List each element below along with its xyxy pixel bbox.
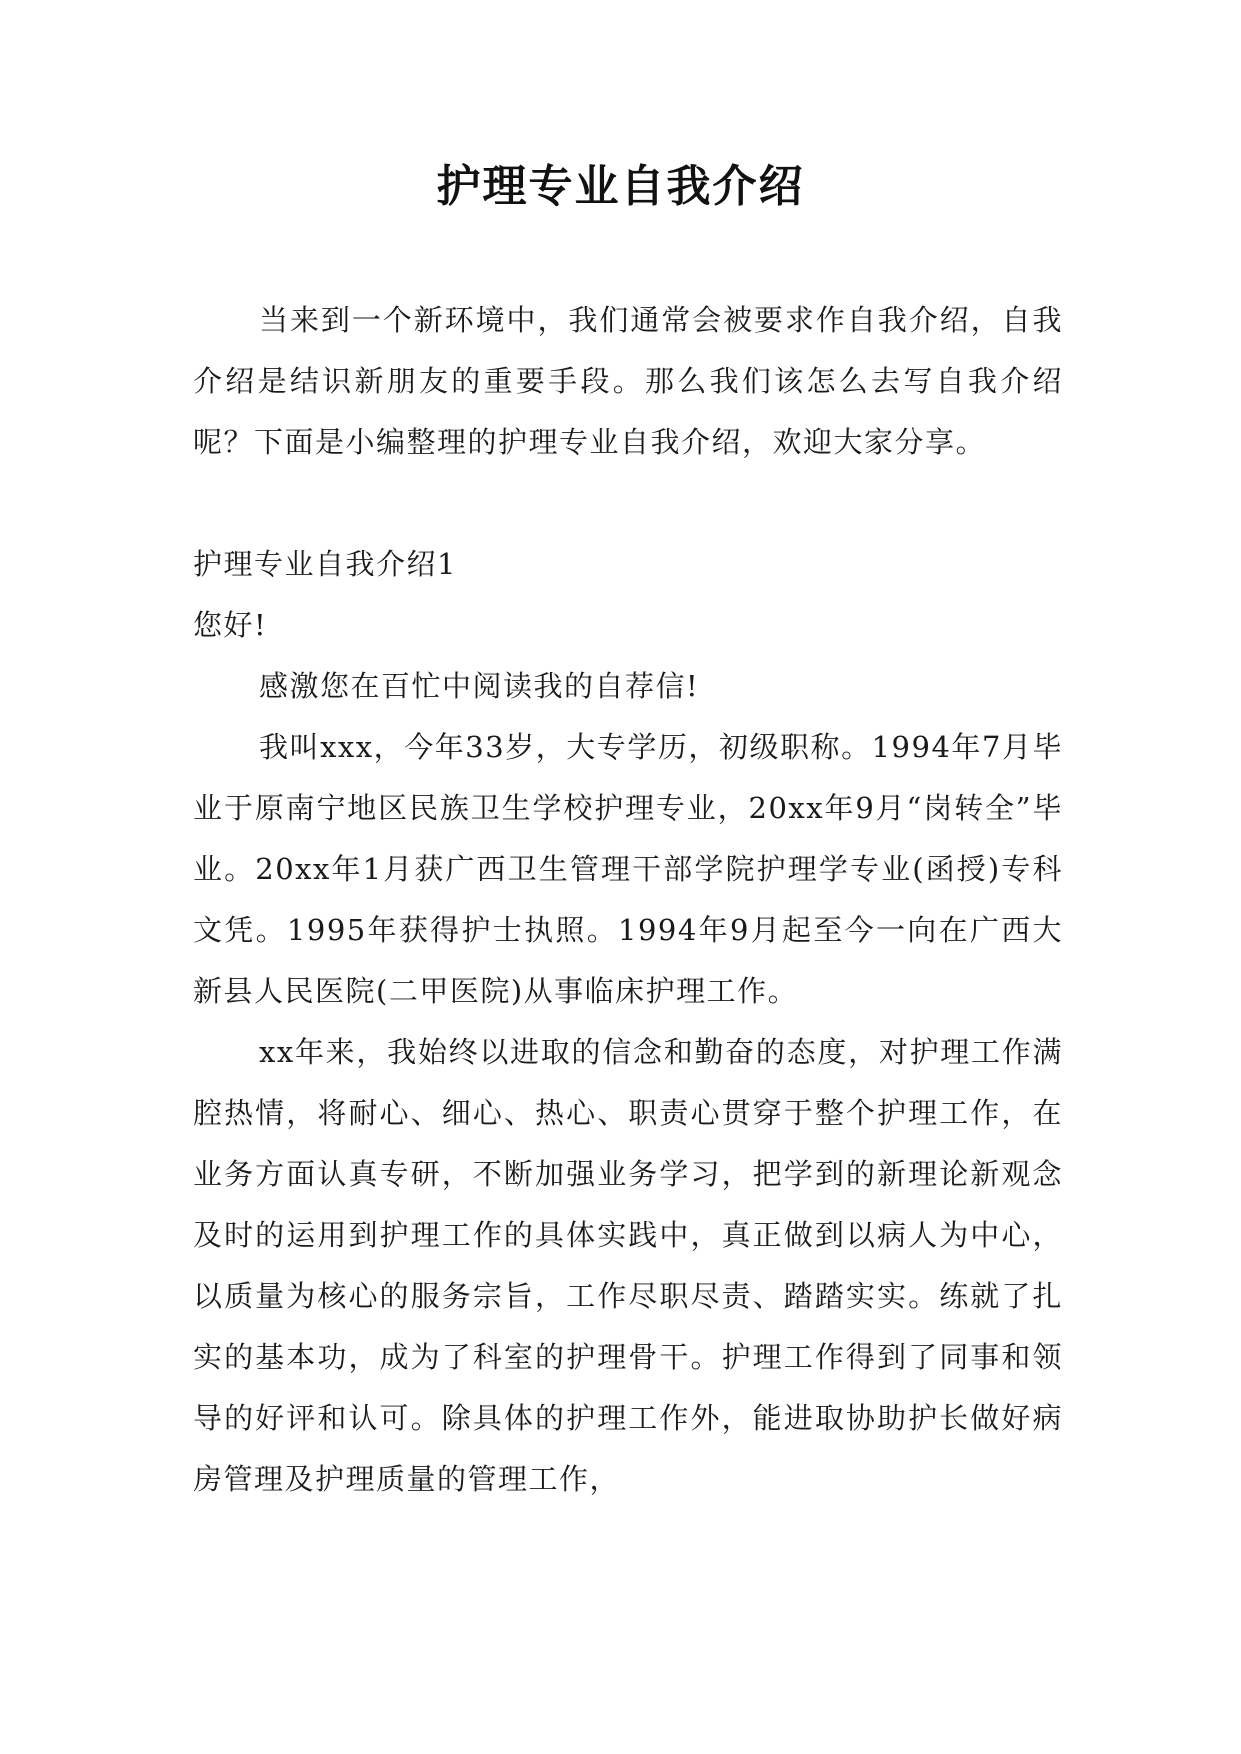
body-paragraph-background: 我叫xxx，今年33岁，大专学历，初级职称。1994年7月毕业于原南宁地区民族卫生学校护理专业，20xx年9月“岗转全”毕业。20xx年1月获广西卫生管理干部学院护理学专业(函授)专科文凭。1995年获得护士执照。1994年9月起至今一向在广西大新县人民医院(二甲医院)从事临床护理工作。 [193,730,1063,1008]
document-body [193,290,1063,1510]
greeting: 您好! [193,608,268,642]
section-heading: 护理专业自我介绍1 [193,547,457,581]
document-title: 护理专业自我介绍 [436,161,805,212]
body-paragraph-thanks: 感激您在百忙中阅读我的自荐信! [259,669,700,703]
body-paragraph-experience: xx年来，我始终以进取的信念和勤奋的态度，对护理工作满腔热情，将耐心、细心、热心、职责心贯穿于整个护理工作，在业务方面认真专研，不断加强业务学习，把学到的新理论新观念及时的运用到护理工作的具体实践中，真正做到以病人为中心，以质量为核心的服务宗旨，工作尽职尽责、踏踏实实。练就了扎实的基本功，成为了科室的护理骨干。护理工作得到了同事和领导的好评和认可。除具体的护理工作外，能进取协助护长做好病房管理及护理质量的管理工作， [193,1035,1063,1496]
intro-paragraph: 当来到一个新环境中，我们通常会被要求作自我介绍，自我介绍是结识新朋友的重要手段。那么我们该怎么去写自我介绍呢？下面是小编整理的护理专业自我介绍，欢迎大家分享。 [193,303,1063,459]
